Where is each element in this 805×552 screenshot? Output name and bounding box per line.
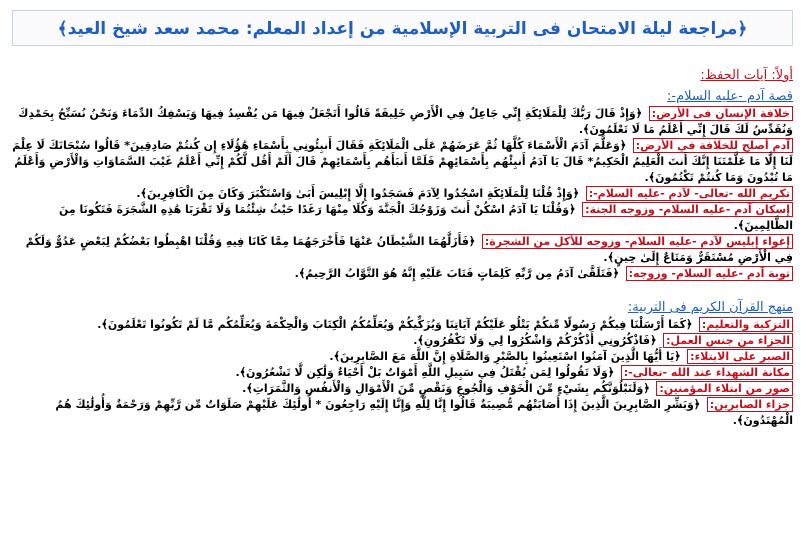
verse-label: إغواء إبليس لآدم -عليه السلام- وزوجه للأكل من الشجرة: bbox=[482, 234, 793, 249]
verse-text: ﴿وَإِذْ قُلْنَا لِلْمَلَائِكَةِ اسْجُدُوا لِآدَمَ فَسَجَدُوا إِلَّا إِبْلِيسَ أَبَىٰ وَاسْتَكْبَرَ وَكَانَ مِنَ الْكَافِرِينَ﴾. bbox=[136, 187, 580, 200]
verse-item bbox=[12, 349, 793, 365]
verse-label: التزكية والتعليم: bbox=[699, 317, 793, 332]
verse-item bbox=[12, 333, 793, 349]
verse-item bbox=[12, 317, 793, 333]
verse-text: ﴿وَبَشِّرِ الصَّابِرِينَ الَّذِينَ إِذَا أَصَابَتْهُم مُّصِيبَةٌ قَالُوا إِنَّا لِلَّهِ وَإِنَّا إِلَيْهِ رَاجِعُونَ * أُولَٰئِكَ عَلَيْهِمْ صَلَوَاتٌ مِّن رَّبِّهِمْ وَرَحْمَةٌ وَأُولَٰئِكَ هُمُ الْمُهْتَدُونَ﴾. bbox=[55, 398, 793, 427]
verse-label: جزاء الصابرين: bbox=[707, 397, 793, 412]
verse-label: توبة آدم -عليه السلام- وزوجه: bbox=[626, 266, 793, 281]
verse-text: ﴿فَاذْكُرُونِي أَذْكُرْكُمْ وَاشْكُرُوا لِي وَلَا تَكْفُرُونِ﴾. bbox=[413, 334, 657, 347]
verse-label: الصبر على الابتلاء: bbox=[687, 349, 793, 364]
document-body bbox=[12, 60, 793, 550]
verse-label: صور من ابتلاء المؤمنين: bbox=[656, 381, 793, 396]
verse-item bbox=[12, 234, 793, 266]
section-heading-memorization: أولاً: آيات الحفظ: bbox=[700, 68, 793, 83]
title-box bbox=[12, 10, 793, 46]
verse-text: ﴿فَتَلَقَّىٰ آدَمُ مِن رَّبِّهِ كَلِمَاتٍ فَتَابَ عَلَيْهِ إِنَّهُ هُوَ التَّوَّابُ الرَّحِيمُ﴾. bbox=[294, 267, 620, 280]
verse-label: إسكان آدم -عليه السلام- وزوجه الجنة: bbox=[582, 202, 793, 217]
verse-text: ﴿وَلَنَبْلُوَنَّكُم بِشَيْءٍ مِّنَ الْخَوْفِ وَالْجُوعِ وَنَقْصٍ مِّنَ الْأَمْوَالِ وَالْأَنفُسِ وَالثَّمَرَاتِ﴾. bbox=[242, 382, 650, 395]
verse-text: ﴿وَعَلَّمَ آدَمَ الْأَسْمَاءَ كُلَّهَا ثُمَّ عَرَضَهُمْ عَلَى الْمَلَائِكَةِ فَقَالَ أَنبِئُونِي بِأَسْمَاءِ هَٰؤُلَاءِ إِن كُنتُمْ صَادِقِينَ* قَالُوا سُبْحَانَكَ لَا عِلْمَ لَنَا إِلَّا مَا عَلَّمْتَنَا إِنَّكَ أَنتَ الْعَلِيمُ الْحَكِيمُ* قَالَ يَا آدَمُ أَنبِئْهُم بِأَسْمَائِهِمْ فَلَمَّا أَنبَأَهُم بِأَسْمَائِهِمْ قَالَ أَلَمْ أَقُل لَّكُمْ إِنِّي أَعْلَمُ غَيْبَ السَّمَاوَاتِ وَالْأَرْضِ وَأَعْلَمُ مَا تُبْدُونَ وَمَا كُنتُمْ تَكْتُمُونَ﴾. bbox=[12, 139, 793, 184]
page-title: ﴿مراجعة ليلة الامتحان فى التربية الإسلامية من إعداد المعلم: محمد سعد شيخ العيد﴾ bbox=[57, 18, 748, 39]
verse-label: خلافة الإنسان فى الأرض: bbox=[649, 106, 793, 121]
verse-text: ﴿وَإِذْ قَالَ رَبُّكَ لِلْمَلَائِكَةِ إِنِّي جَاعِلٌ فِي الْأَرْضِ خَلِيفَةً قَالُوا أَتَجْعَلُ فِيهَا مَن يُفْسِدُ فِيهَا وَيَسْفِكُ الدِّمَاءَ وَنَحْنُ نُسَبِّحُ بِحَمْدِكَ وَنُقَدِّسُ لَكَ قَالَ إِنِّي أَعْلَمُ مَا لَا تَعْلَمُونَ﴾. bbox=[18, 107, 793, 136]
verse-item bbox=[12, 186, 793, 202]
verse-label: مكانة الشهداء عند الله -تعالى-: bbox=[621, 365, 793, 380]
verse-item bbox=[12, 266, 793, 282]
verse-text: ﴿يَا أَيُّهَا الَّذِينَ آمَنُوا اسْتَعِينُوا بِالصَّبْرِ وَالصَّلَاةِ إِنَّ اللَّهَ مَعَ الصَّابِرِينَ﴾. bbox=[329, 350, 681, 363]
subheading-quran-method: منهج القرآن الكريم فى التربية: bbox=[627, 300, 793, 315]
verse-item bbox=[12, 365, 793, 381]
verse-label: الجزاء من جنس العمل: bbox=[663, 333, 793, 348]
verse-label: آدم أصلح للخلافة في الأرض: bbox=[633, 138, 793, 153]
verse-item bbox=[12, 138, 793, 186]
verse-text: ﴿وَقُلْنَا يَا آدَمُ اسْكُنْ أَنتَ وَزَوْجُكَ الْجَنَّةَ وَكُلَا مِنْهَا رَغَدًا حَيْثُ شِئْتُمَا وَلَا تَقْرَبَا هَٰذِهِ الشَّجَرَةَ فَتَكُونَا مِنَ الظَّالِمِينَ﴾. bbox=[58, 203, 793, 232]
verse-text: ﴿كَمَا أَرْسَلْنَا فِيكُمْ رَسُولًا مِّنكُمْ يَتْلُو عَلَيْكُمْ آيَاتِنَا وَيُزَكِّيكُمْ وَيُعَلِّمُكُمُ الْكِتَابَ وَالْحِكْمَةَ وَيُعَلِّمُكُم مَّا لَمْ تَكُونُوا تَعْلَمُونَ﴾. bbox=[97, 318, 693, 331]
verse-item bbox=[12, 202, 793, 234]
verse-item bbox=[12, 381, 793, 397]
verse-item bbox=[12, 106, 793, 138]
verse-text: ﴿فَأَزَلَّهُمَا الشَّيْطَانُ عَنْهَا فَأَخْرَجَهُمَا مِمَّا كَانَا فِيهِ وَقُلْنَا اهْبِطُوا بَعْضُكُمْ لِبَعْضٍ عَدُوٌّ وَلَكُمْ فِي الْأَرْضِ مُسْتَقَرٌّ وَمَتَاعٌ إِلَىٰ حِينٍ﴾. bbox=[25, 235, 793, 264]
verse-item bbox=[12, 397, 793, 429]
subheading-adam-story: قصة آدم -عليه السلام-: bbox=[667, 89, 793, 104]
verse-label: تكريم الله -تعالى- لآدم -عليه السلام-: bbox=[586, 186, 793, 201]
verse-text: ﴿وَلَا تَقُولُوا لِمَن يُقْتَلُ فِي سَبِيلِ اللَّهِ أَمْوَاتٌ بَلْ أَحْيَاءٌ وَلَٰكِن لَّا تَشْعُرُونَ﴾. bbox=[235, 366, 615, 379]
